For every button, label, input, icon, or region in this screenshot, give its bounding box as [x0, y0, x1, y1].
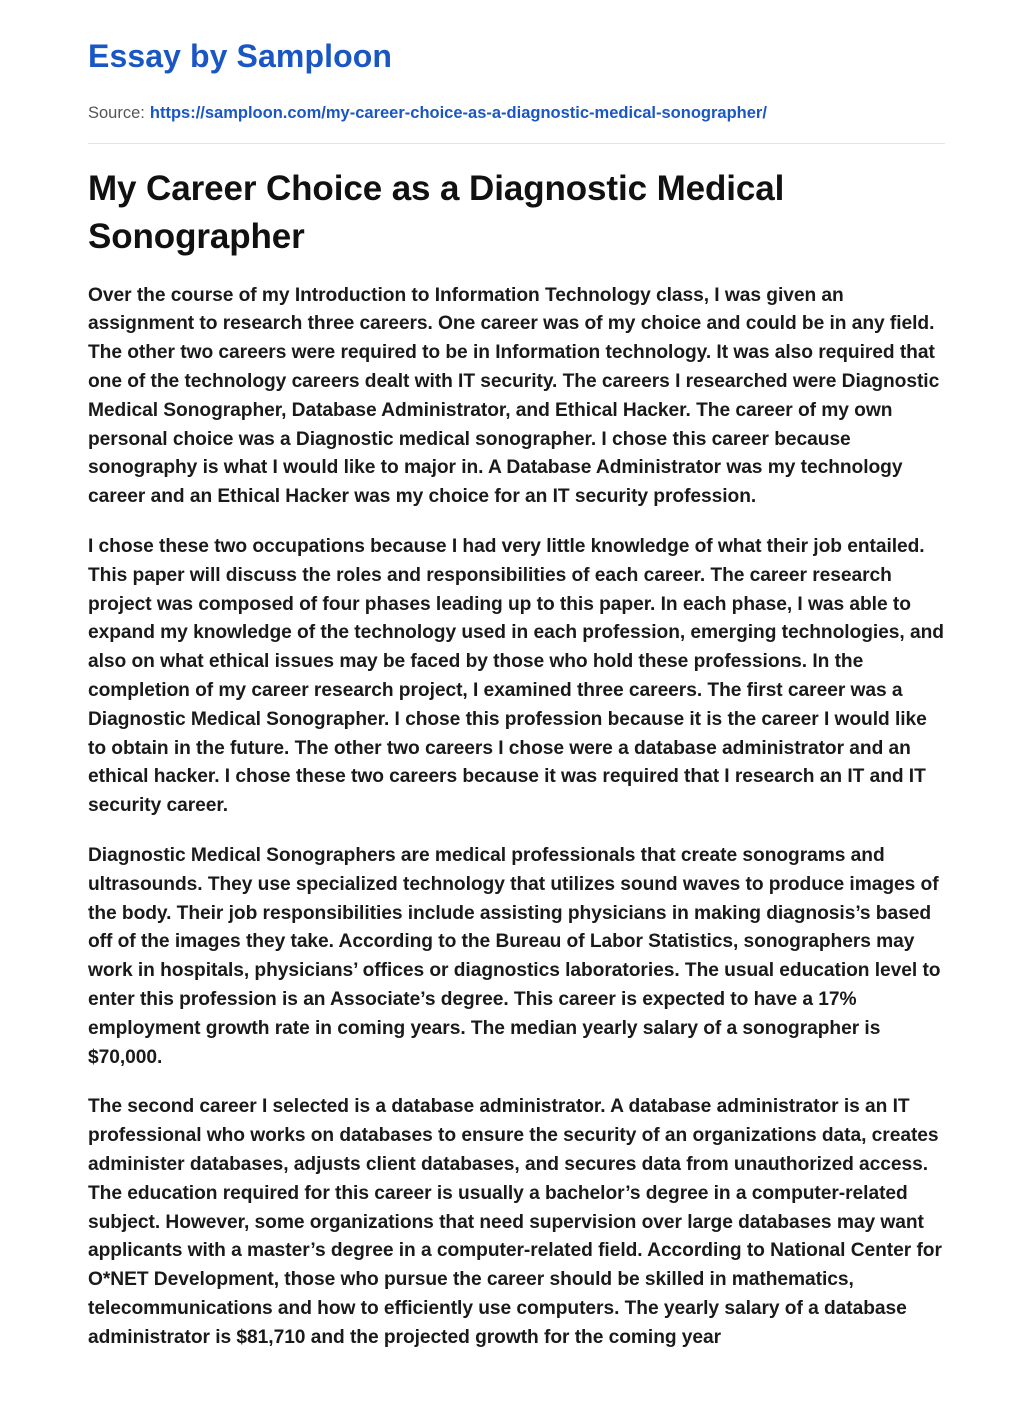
essay-paragraph: I chose these two occupations because I had very little knowledge of what their job entailed. This paper will discuss the roles and responsibilities of each career. The career research project was composed of four phases leading up to this paper. In each phase, I was able to expand my knowledge of the technology used in each profession, emerging technologies, and also on what ethical issues may be faced by those who hold these professions. In the completion of my career research project, I examined three careers. The first career was a Diagnostic Medical Sonographer. I chose this profession because it is the career I would like to obtain in the future. The other two careers I chose were a database administrator and an ethical hacker. I chose these two careers because it was required that I research an IT and IT security career. [88, 536, 944, 817]
essay-paragraph: The second career I selected is a database administrator. A database administrator is an IT professional who works on databases to ensure the security of an organizations data, creates administer databases, adjusts client databases, and secures data from unauthorized access. The education required for this career is usually a bachelor’s degree in a computer-related subject. However, some organizations that need supervision over large databases may want applicants with a master’s degree in a computer-related field. According to National Center for O*NET Development, those who pursue the career should be skilled in mathematics, telecommunications and how to efficiently use computers. The yearly salary of a database administrator is $81,710 and the projected growth for the coming year [88, 1096, 942, 1348]
essay-body [88, 262, 945, 1353]
essay-paragraph: Over the course of my Introduction to Information Technology class, I was given an assignment to research three careers. One career was of my choice and could be in any field. The other two careers were required to be in Information technology. It was also required that one of the technology careers dealt with IT security. The careers I researched were Diagnostic Medical Sonographer, Database Administrator, and Ethical Hacker. The career of my own personal choice was a Diagnostic medical sonographer. I chose this career because sonography is what I would like to major in. A Database Administrator was my technology career and an Ethical Hacker was my choice for an IT security profession. [88, 284, 940, 508]
source-label: Source: [88, 104, 145, 122]
source-line [88, 76, 945, 125]
page-title: My Career Choice as a Diagnostic Medical Sonographer [88, 169, 785, 257]
site-brand-title: Essay by Samploon [88, 38, 393, 74]
source-url-link[interactable]: https://samploon.com/my-career-choice-as-a-diagnostic-medical-sonographer/ [149, 104, 767, 122]
essay-paragraph: Diagnostic Medical Sonographers are medical professionals that create sonograms and ultrasounds. They use specialized technology that utilizes sound waves to produce images of the body. Their job responsibilities include assisting physicians in making diagnosis’s based off of the images they take. According to the Bureau of Labor Statistics, sonographers may work in hospitals, physicians’ offices or diagnostics laboratories. The usual education level to enter this profession is an Associate’s degree. This career is expected to have a 17% employment growth rate in coming years. The median yearly salary of a sonographer is $70,000. [88, 845, 941, 1068]
